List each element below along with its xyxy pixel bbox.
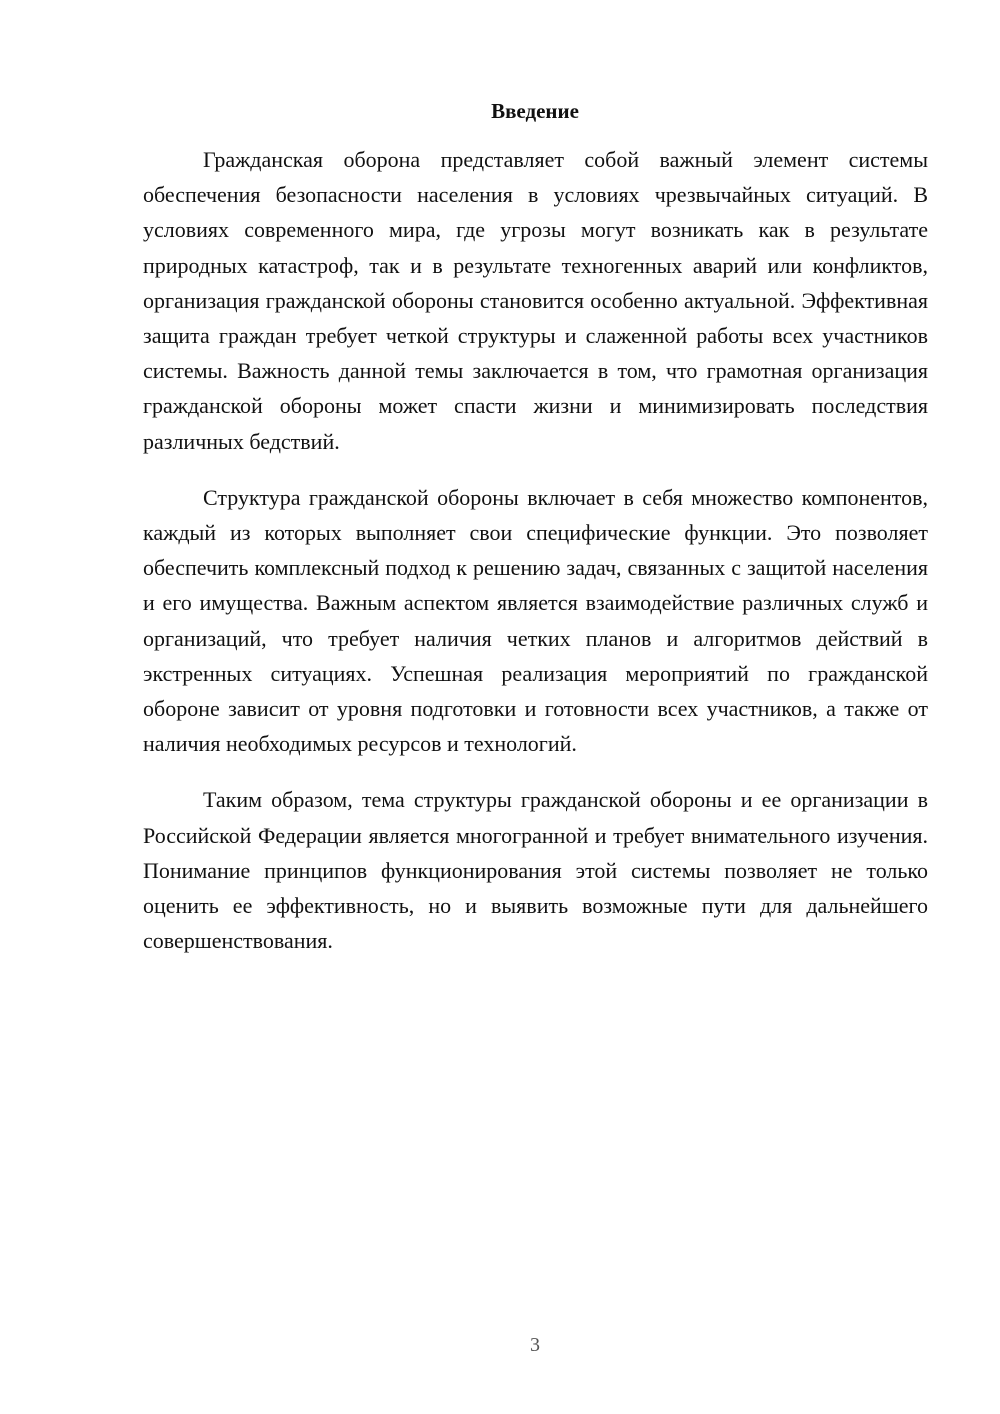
section-title: Введение xyxy=(491,99,579,123)
paragraph-1: Гражданская оборона представляет собой важный элемент системы обеспечения безопасности населения в условиях чрезвычайных ситуаций. В условиях современного мира, где угрозы могут возникать как в результате природных катастроф, так и в результате техногенных аварий или конфликтов, организация гражданской обороны становится особенно актуальной. Эффективная защита граждан требует четкой структуры и слаженной работы всех участников системы. Важность данной темы заключается в том, что грамотная организация гражданской обороны может спасти жизни и минимизировать последствия различных бедствий. xyxy=(143,147,928,454)
body-text xyxy=(143,142,928,979)
paragraph-2: Структура гражданской обороны включает в себя множество компонентов, каждый из которых выполняет свои специфические функции. Это позволяет обеспечить комплексный подход к решению задач, связанных с защитой населения и его имущества. Важным аспектом является взаимодействие различных служб и организаций, что требует наличия четких планов и алгоритмов действий в экстренных ситуациях. Успешная реализация мероприятий по гражданской обороне зависит от уровня подготовки и готовности всех участников, а также от наличия необходимых ресурсов и технологий. xyxy=(143,484,928,757)
page-number: 3 xyxy=(530,1334,540,1356)
paragraph-3: Таким образом, тема структуры гражданской обороны и ее организации в Российской Федерации является многогранной и требует внимательного изучения. Понимание принципов функционирования этой системы позволяет не только оценить ее эффективность, но и выявить возможные пути для дальнейшего совершенствования. xyxy=(143,787,928,954)
